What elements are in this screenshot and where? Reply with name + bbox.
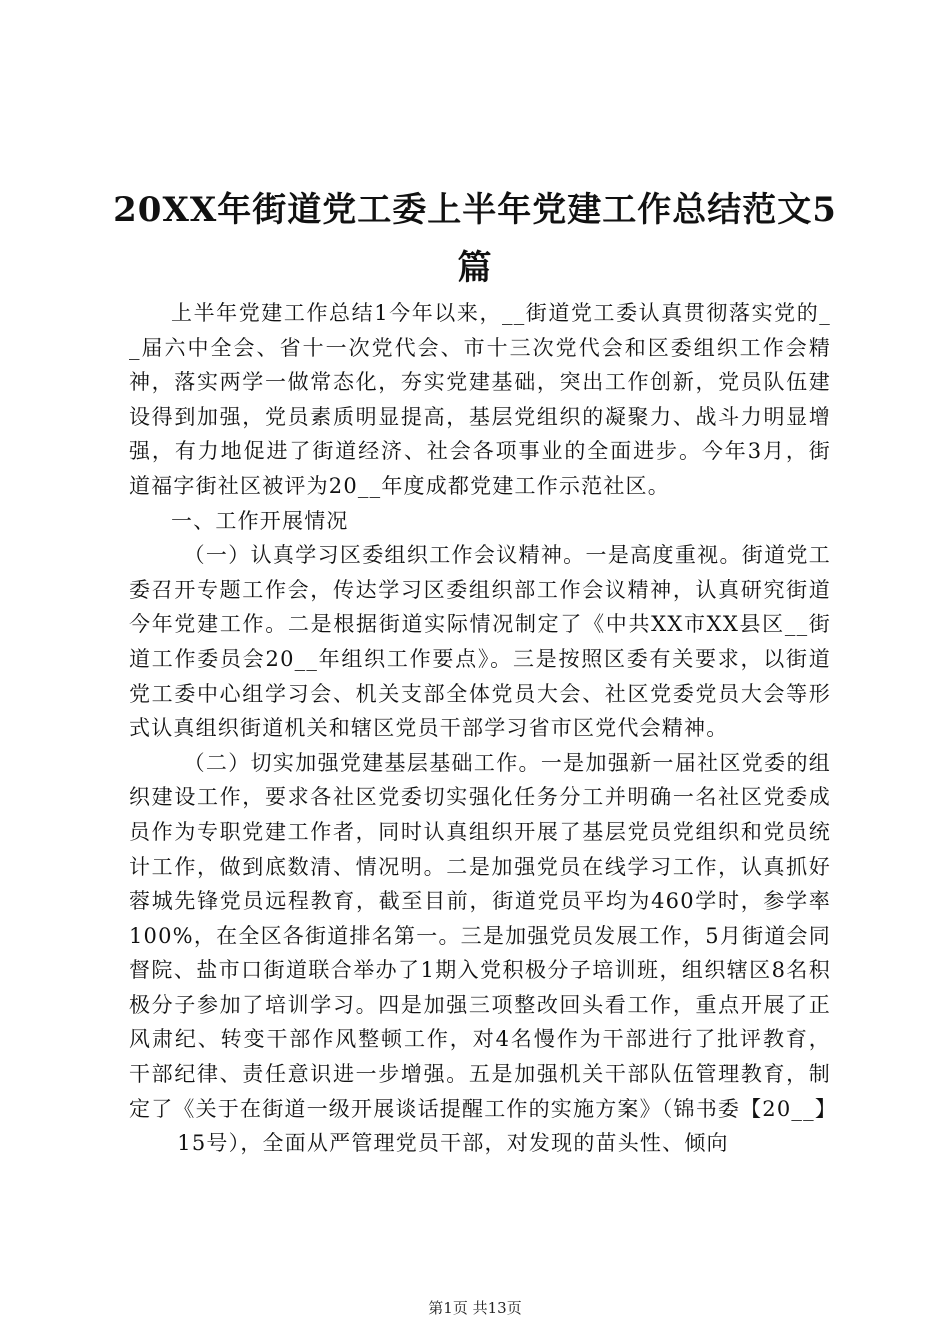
paragraph-intro: 上半年党建工作总结1今年以来，__街道党工委认真贯彻落实党的__届六中全会、省十一次党代会、市十三次党代会和区委组织工作会精神，落实两学一做常态化，夯实党建基础，突出工作创新，党员队伍建设得到加强，党员素质明显提高，基层党组织的凝聚力、战斗力明显增强，有力地促进了街道经济、社会各项事业的全面进步。今年3月，街道福字街社区被评为20__年度成都党建工作示范社区。 <box>129 301 831 498</box>
document-title-line-1: 20XX年街道党工委上半年党建工作总结范文5 <box>113 190 837 230</box>
document-body <box>129 296 838 1161</box>
paragraph-subsection-2: （二）切实加强党建基层基础工作。一是加强新一届社区党委的组织建设工作，要求各社区党委切实强化任务分工并明确一名社区党委成员作为专职党建工作者，同时认真组织开展了基层党员党组织和党员统计工作，做到底数清、情况明。二是加强党员在线学习工作，认真抓好蓉城先锋党员远程教育，截至目前，街道党员平均为460学时，参学率100%，在全区各街道排名第一。三是加强党员发展工作，5月街道会同督院、盐市口街道联合举办了1期入党积极分子培训班，组织辖区8名积极分子参加了培训学习。四是加强三项整改回头看工作，重点开展了正风肃纪、转变干部作风整顿工作，对4名慢作为干部进行了批评教育，干部纪律、责任意识进一步增强。五是加强机关干部队伍管理教育，制定了《关于在街道一级开展谈话提醒工作的实施方案》（锦书委【20__】 <box>129 750 838 1121</box>
paragraph-continuation: 15号），全面从严管理党员干部，对发现的苗头性、倾向 <box>177 1131 729 1156</box>
paragraph-subsection-1: （一）认真学习区委组织工作会议精神。一是高度重视。街道党工委召开专题工作会，传达学习区委组织部工作会议精神，认真研究街道今年党建工作。二是根据街道实际情况制定了《中共XX市XX县区__街道工作委员会20__年组织工作要点》。三是按照区委有关要求，以街道党工委中心组学习会、机关支部全体党员大会、社区党委党员大会等形式认真组织街道机关和辖区党员干部学习省市区党代会精神。 <box>129 543 831 741</box>
page-footer: 第1页 共13页 <box>428 1299 522 1317</box>
section-heading: 一、工作开展情况 <box>171 508 349 533</box>
document-title-line-2: 篇 <box>457 248 493 288</box>
